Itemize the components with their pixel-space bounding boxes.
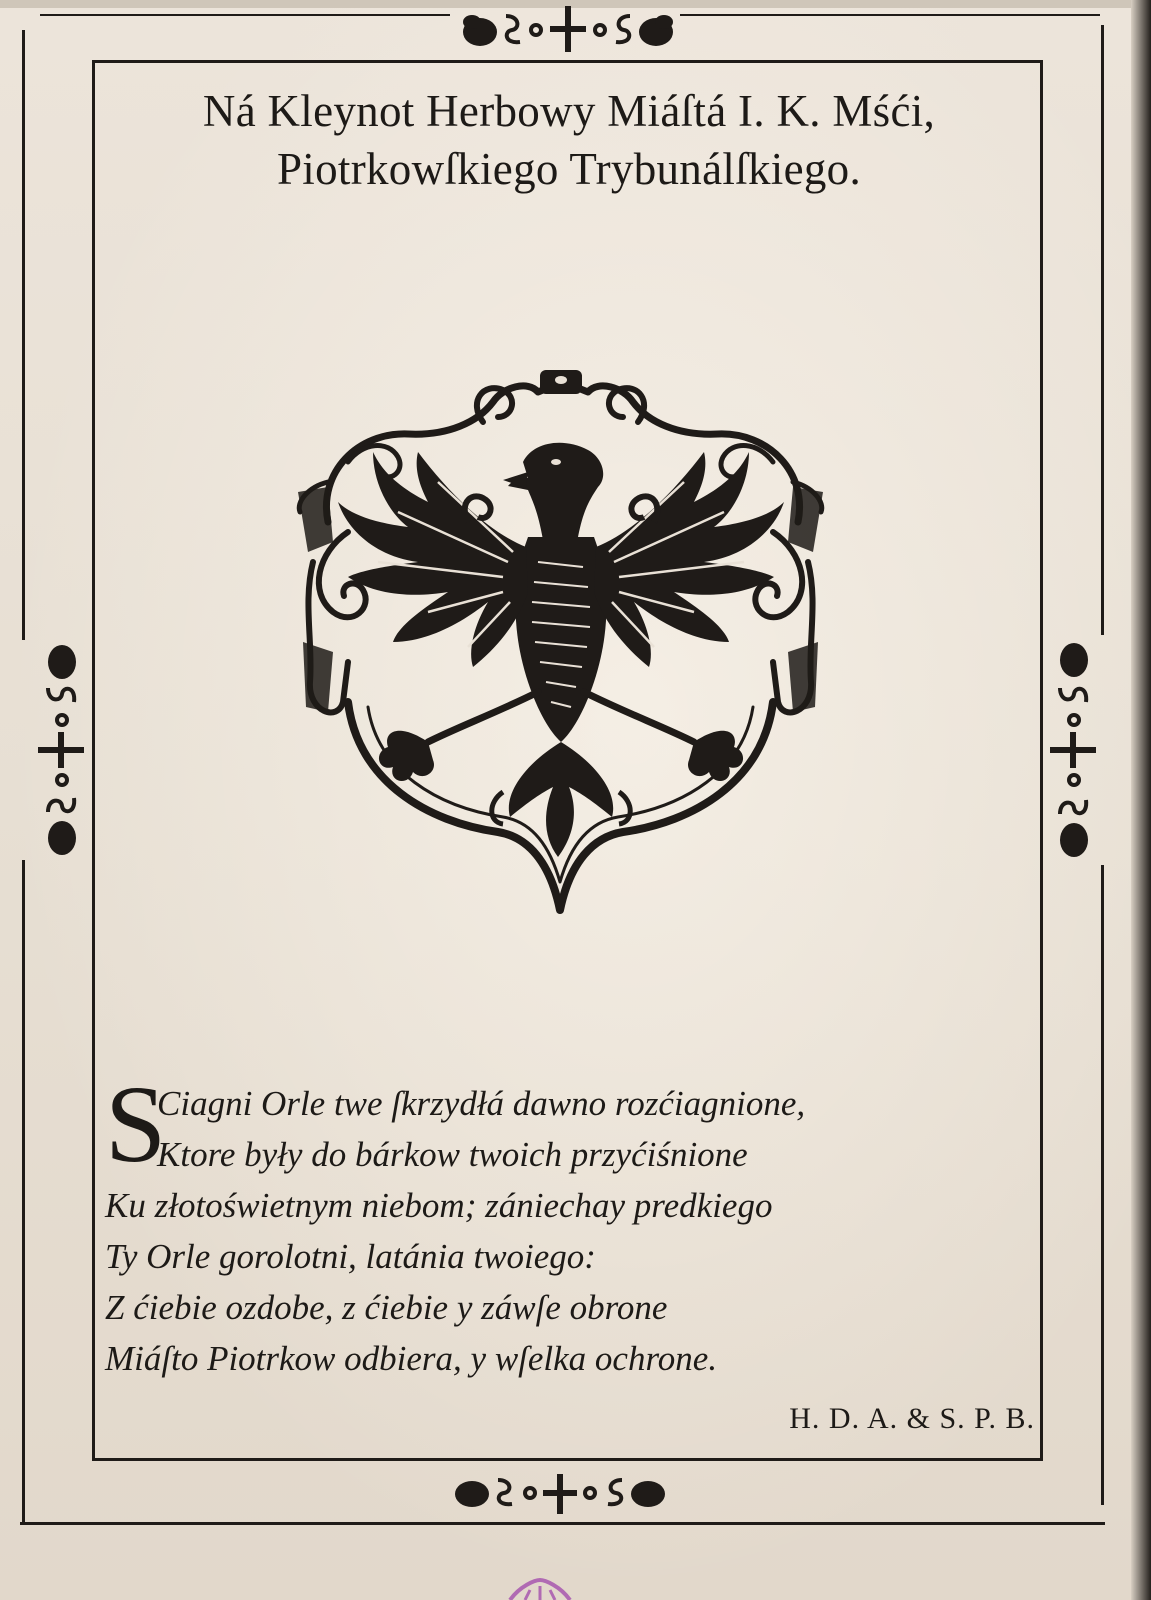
frame-right-outer-rule-upper [1101, 25, 1104, 635]
frame-top-outer-rule-left [40, 14, 450, 16]
bottom-fleuron-ornament-icon [450, 1468, 670, 1520]
poem [105, 1063, 1005, 1384]
page-right-edge [1131, 0, 1151, 1600]
frame-top-outer-rule-right [680, 14, 1100, 16]
frame-right-outer-rule-lower [1101, 865, 1104, 1505]
poem-drop-cap: S [105, 1063, 167, 1185]
library-stamp-icon [505, 1578, 575, 1600]
poem-line: Z ćiebie ozdobe, z ćiebie y záwſe obrone [105, 1288, 668, 1327]
frame-top-rule [92, 60, 1042, 63]
poem-line: Ciagni Orle twe ſkrzydłá dawno rozćiagnione, [157, 1084, 806, 1123]
top-fleuron-ornament-icon [458, 2, 678, 58]
author-initials: H. D. A. & S. P. B. [789, 1402, 1035, 1435]
frame-right-inner-rule [1040, 60, 1043, 1460]
poem-line: Ktore były do bárkow twoich przyćiśnione [157, 1135, 748, 1174]
right-fleuron-ornament-icon [1046, 638, 1102, 862]
left-fleuron-ornament-icon [34, 640, 90, 860]
title-line-1: Ná Kleynot Herbowy Miáſtá I. K. Mśći, [202, 86, 936, 136]
poem-line: Ty Orle gorolotni, latánia twoiego: [105, 1237, 596, 1276]
frame-left-outer-rule-lower [22, 860, 25, 1525]
frame-left-inner-rule [92, 60, 95, 1460]
poem-line: Miáſto Piotrkow odbiera, y wſelka ochrone. [105, 1339, 718, 1378]
frame-bottom-inner-rule [92, 1458, 1043, 1461]
page-title [95, 82, 1043, 198]
frame-left-outer-rule-upper [22, 30, 25, 640]
title-line-2: Piotrkowſkiego Trybunálſkiego. [276, 144, 862, 194]
show-through-shadow [150, 220, 1010, 273]
eagle-coat-of-arms-icon [288, 362, 833, 922]
poem-line: Ku złotoświetnym niebom; zániechay predkiego [105, 1186, 773, 1225]
frame-bottom-outer-rule [20, 1522, 1105, 1525]
